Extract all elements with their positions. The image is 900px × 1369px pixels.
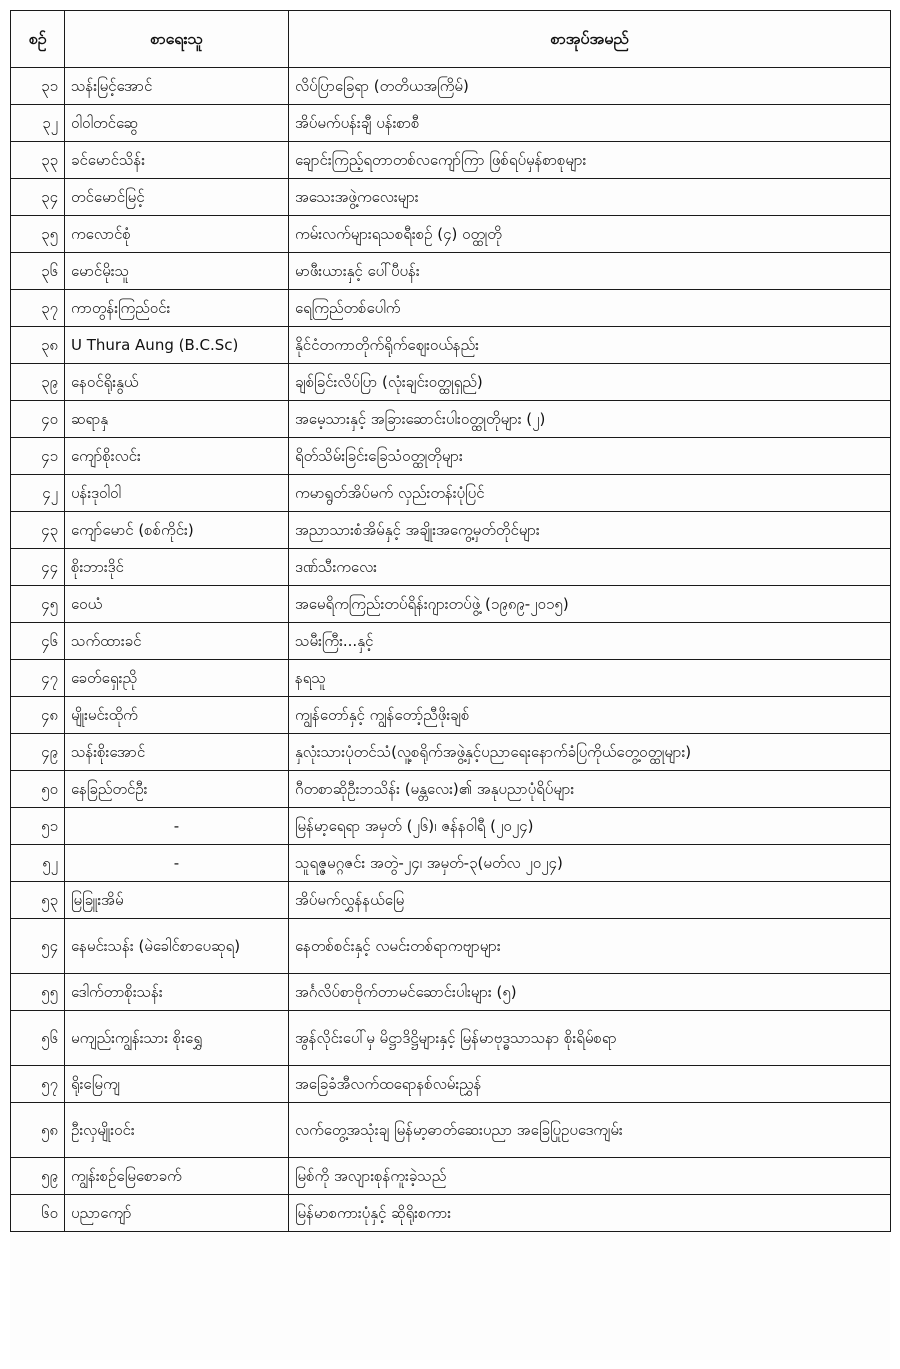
table-row [11,808,891,845]
row-book-title: မြန်မာစကားပုံနှင့် ဆိုရိုးစကား [289,1195,891,1232]
table-row [11,919,891,974]
row-book-title: အခြေခံအီလက်ထရောနစ်လမ်းညွှန် [289,1066,891,1103]
table-row [11,549,891,586]
row-author: သန်းစိုးအောင် [65,734,289,771]
row-book-title: နှလုံးသားပုံတင်သံ(လူ့စရိုက်အဖွဲ့နှင့်ပညာရေးနောက်ခံပြကိုယ်တွေ့ဝတ္ထုများ) [289,734,891,771]
row-author: ကလောင်စုံ [65,216,289,253]
row-author: ကျော်မောင် (စစ်ကိုင်း) [65,512,289,549]
row-serial-no: ၆၀ [11,1195,65,1232]
table-row [11,882,891,919]
row-author: သက်ထားခင် [65,623,289,660]
table-row [11,1011,891,1066]
table-row [11,1103,891,1158]
row-book-title: မြန်မာ့ရေရာ အမှတ် (၂၆)၊ ဇန်နဝါရီ (၂၀၂၄) [289,808,891,845]
row-book-title: နေတစ်စင်းနှင့် လမင်းတစ်ရာကဗျာများ [289,919,891,974]
book-list-table [10,10,891,1232]
row-serial-no: ၄၈ [11,697,65,734]
row-author: နေမင်းသန်း (မဲခေါင်စာပေဆုရ) [65,919,289,974]
row-serial-no: ၅၈ [11,1103,65,1158]
row-author: ဝေယံ [65,586,289,623]
row-book-title: ချောင်းကြည့်ရတာတစ်လကျော်ကြာ ဖြစ်ရပ်မှန်စာစုများ [289,142,891,179]
row-author: - [65,845,289,882]
table-header-row [11,11,891,68]
row-author: နေခြည်တင်ဦး [65,771,289,808]
row-serial-no: ၄၉ [11,734,65,771]
header-serial-no: စဉ် [11,11,65,68]
row-serial-no: ၃၄ [11,179,65,216]
row-author: စိုးဘားဒိုင် [65,549,289,586]
table-row [11,734,891,771]
row-author: ဝါဝါတင်ဆွေ [65,105,289,142]
row-serial-no: ၄၀ [11,401,65,438]
table-row [11,438,891,475]
row-book-title: သမီးကြီး...နှင့် [289,623,891,660]
row-author: နေဝင်ရိုးနွယ် [65,364,289,401]
row-book-title: အမေရိကကြည်းတပ်ရိန်းဂျားတပ်ဖွဲ့ (၁၉၈၉-၂၀၁၅) [289,586,891,623]
row-book-title: အွန်လိုင်းပေါ်မှ မိဋ္ဌာဒိဋ္ဌိများနှင့် မြန်မာဗုဒ္ဓသာသနာ စိုးရိမ်စရာ [289,1011,891,1066]
table-row [11,512,891,549]
table-row [11,845,891,882]
row-author: ကျွန်းစဉ်မြေစောခက် [65,1158,289,1195]
row-author: ကျော်စိုးလင်း [65,438,289,475]
table-row [11,105,891,142]
row-book-title: အသေးအဖွဲ့ကလေးများ [289,179,891,216]
row-book-title: မြစ်ကို အလျားစုန်ကူးခဲ့သည် [289,1158,891,1195]
row-serial-no: ၅၄ [11,919,65,974]
row-author: မကျည်းကျွန်းသား စိုးရွှေ [65,1011,289,1066]
row-serial-no: ၃၈ [11,327,65,364]
table-row [11,327,891,364]
table-row [11,290,891,327]
table-row [11,1158,891,1195]
row-author: ရိုးမြေကျ [65,1066,289,1103]
row-author: ဆရာနှ [65,401,289,438]
table-row [11,364,891,401]
table-row [11,660,891,697]
row-author: မောင်မိုးသူ [65,253,289,290]
table-row [11,253,891,290]
row-book-title: ဂီတစာဆိုဦးဘသိန်း (မန္တလေး)၏ အနုပညာပုံရိပ်များ [289,771,891,808]
row-book-title: အင်္ဂလိပ်စာဗိုက်တာမင်ဆောင်းပါးများ (၅) [289,974,891,1011]
row-serial-no: ၄၃ [11,512,65,549]
row-author: ဒေါက်တာစိုးသန်း [65,974,289,1011]
row-book-title: သူရဇ္ဇမဂ္ဂဇင်း အတွဲ-၂၄၊ အမှတ်-၃(မတ်လ ၂၀၂၄) [289,845,891,882]
row-serial-no: ၃၁ [11,68,65,105]
table-row [11,586,891,623]
row-author: U Thura Aung (B.C.Sc) [65,327,289,364]
row-serial-no: ၃၇ [11,290,65,327]
row-book-title: ရိတ်သိမ်းခြင်းခြေသံဝတ္ထုတိုများ [289,438,891,475]
table-row [11,623,891,660]
row-serial-no: ၃၂ [11,105,65,142]
row-book-title: အမေ့သားနှင့် အခြားဆောင်းပါးဝတ္ထုတိုများ (၂) [289,401,891,438]
table-row [11,179,891,216]
row-book-title: မာဖီးယားနှင့် ပေါ်ပီပန်း [289,253,891,290]
document-page [10,10,890,1360]
row-serial-no: ၅၉ [11,1158,65,1195]
row-author: ပန်းဒုဝါဝါ [65,475,289,512]
row-book-title: အညာသားစံအိမ်နှင့် အချိုးအကွေ့မှတ်တိုင်များ [289,512,891,549]
header-book-title: စာအုပ်အမည် [289,11,891,68]
row-serial-no: ၅၀ [11,771,65,808]
row-author: ခေတ်ရှေးညို [65,660,289,697]
row-serial-no: ၄၄ [11,549,65,586]
row-book-title: နိုင်ငံတကာတိုက်ရိုက်ဈေးဝယ်နည်း [289,327,891,364]
row-serial-no: ၄၆ [11,623,65,660]
row-serial-no: ၃၉ [11,364,65,401]
row-author: တင်မောင်မြင့် [65,179,289,216]
row-serial-no: ၅၇ [11,1066,65,1103]
row-serial-no: ၅၂ [11,845,65,882]
row-author: ပညာကျော် [65,1195,289,1232]
row-book-title: နရသူ [289,660,891,697]
row-serial-no: ၅၆ [11,1011,65,1066]
row-serial-no: ၄၁ [11,438,65,475]
row-book-title: အိပ်မက်ပန်းချီ ပန်းစာစီ [289,105,891,142]
row-author: မြခြူးအိမ် [65,882,289,919]
row-serial-no: ၄၅ [11,586,65,623]
table-row [11,1195,891,1232]
row-author: ခင်မောင်သိန်း [65,142,289,179]
row-author: သန်းမြင့်အောင် [65,68,289,105]
table-row [11,142,891,179]
table-row [11,697,891,734]
row-book-title: ကမာရွတ်အိပ်မက် လှည်းတန်းပုံပြင် [289,475,891,512]
row-serial-no: ၅၃ [11,882,65,919]
row-serial-no: ၃၆ [11,253,65,290]
row-author: ဦးလှမျိုးဝင်း [65,1103,289,1158]
table-row [11,216,891,253]
table-row [11,68,891,105]
row-serial-no: ၅၁ [11,808,65,845]
row-serial-no: ၅၅ [11,974,65,1011]
header-author: စာရေးသူ [65,11,289,68]
row-serial-no: ၃၅ [11,216,65,253]
row-book-title: ကျွန်တော်နှင့် ကျွန်တော့်ညီဖိုးချစ် [289,697,891,734]
table-row [11,974,891,1011]
row-book-title: ချစ်ခြင်းလိပ်ပြာ (လုံးချင်းဝတ္ထုရှည်) [289,364,891,401]
table-row [11,771,891,808]
row-serial-no: ၃၃ [11,142,65,179]
table-row [11,475,891,512]
row-serial-no: ၄၇ [11,660,65,697]
row-book-title: ကမ်းလက်များရသစရီးစဉ် (၄) ဝတ္ထုတို [289,216,891,253]
row-book-title: အိပ်မက်လွှန်နယ်မြေ [289,882,891,919]
row-book-title: ဒဏ်သီးကလေး [289,549,891,586]
row-book-title: လိပ်ပြာခြေရာ (တတိယအကြိမ်) [289,68,891,105]
table-row [11,1066,891,1103]
row-author: - [65,808,289,845]
row-serial-no: ၄၂ [11,475,65,512]
row-author: မျိုးမင်းထိုက် [65,697,289,734]
row-author: ကာတွန်းကြည်ဝင်း [65,290,289,327]
table-row [11,401,891,438]
row-book-title: ရေကြည်တစ်ပေါက် [289,290,891,327]
row-book-title: လက်တွေ့အသုံးချ မြန်မာ့ဓာတ်ဆေးပညာ အခြေပြုဥပဒေကျမ်း [289,1103,891,1158]
